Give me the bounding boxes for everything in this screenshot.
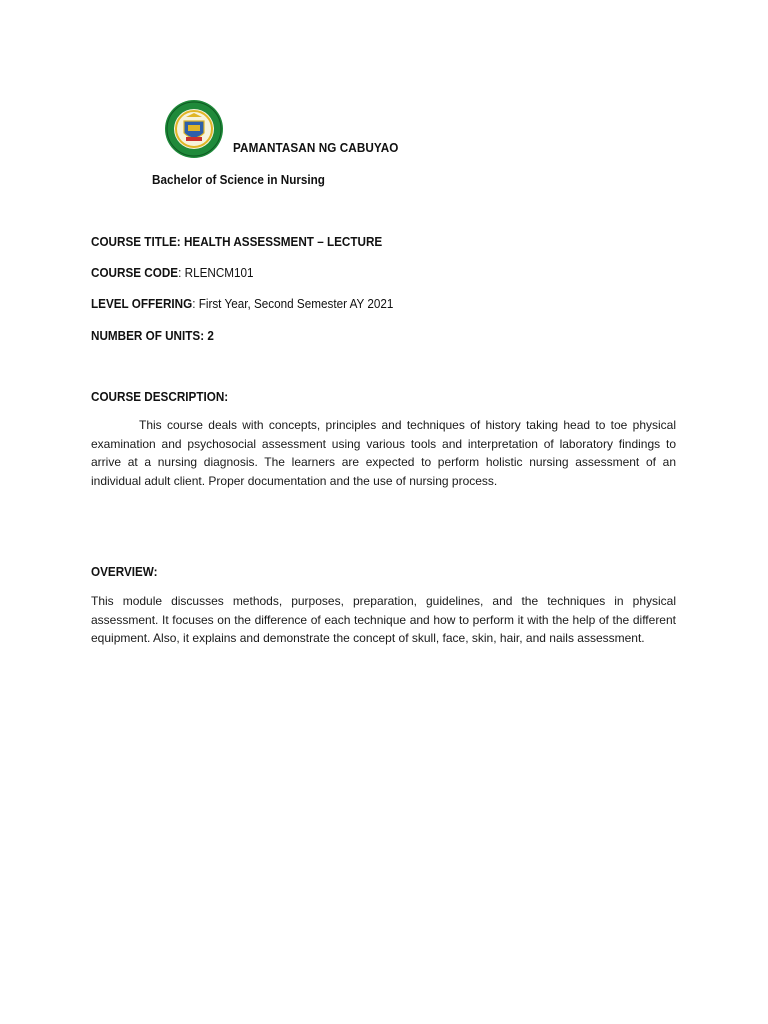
- level-offering-value: : First Year, Second Semester AY 2021: [192, 296, 394, 311]
- course-code-label: COURSE CODE: [91, 265, 179, 280]
- course-title-label: COURSE TITLE: HEALTH ASSESSMENT – LECTURE: [91, 234, 383, 249]
- number-of-units: [91, 328, 214, 343]
- course-title: [91, 234, 382, 249]
- university-seal-icon: [164, 99, 224, 159]
- number-of-units-label: NUMBER OF UNITS: 2: [91, 328, 214, 343]
- course-description-heading: COURSE DESCRIPTION:: [91, 389, 229, 404]
- program-name: Bachelor of Science in Nursing: [152, 172, 325, 187]
- overview-heading: OVERVIEW:: [91, 564, 158, 579]
- course-code-value: : RLENCM101: [178, 265, 254, 280]
- level-offering: [91, 296, 393, 311]
- level-offering-label: LEVEL OFFERING: [91, 296, 193, 311]
- university-name: PAMANTASAN NG CABUYAO: [233, 140, 399, 155]
- course-description-text: This course deals with concepts, principles and techniques of history taking head to toe physical examination and psychosocial assessment using various tools and interpretation of laboratory findings to arrive at a nursing diagnosis. The learners are expected to perform holistic nursing assessment of an individual adult client. Proper documentation and the use of nursing process.: [91, 418, 676, 488]
- course-code: [91, 265, 254, 280]
- overview-text: This module discusses methods, purposes, preparation, guidelines, and the techniques in physical assessment. It focuses on the difference of each technique and how to perform it with the help of the different equipment. Also, it explains and demonstrate the concept of skull, face, skin, hair, and nails assessment.: [91, 594, 676, 645]
